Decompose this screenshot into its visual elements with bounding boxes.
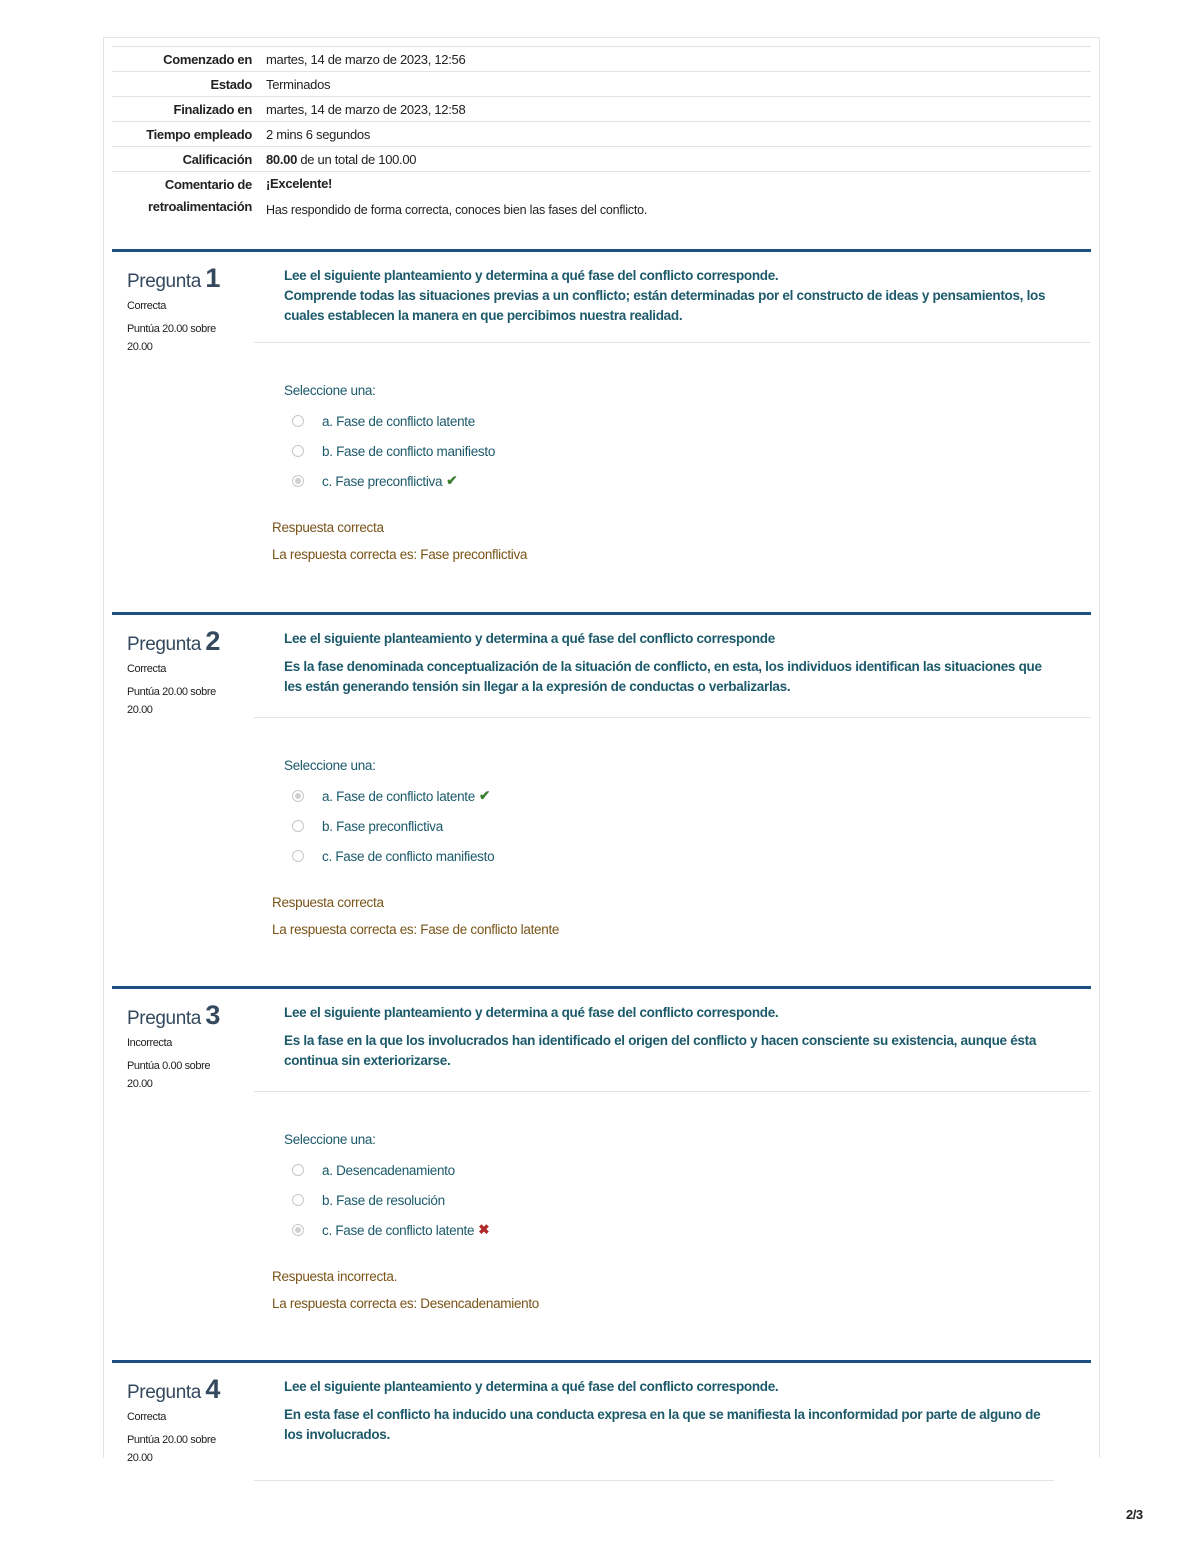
question-state: Correcta xyxy=(127,1411,166,1423)
question-content xyxy=(254,986,1091,1311)
question-state: Correcta xyxy=(127,300,166,312)
correct-answer-text: La respuesta correcta es: Fase preconflictiva xyxy=(272,547,528,562)
question-statement: Es la fase denominada conceptualización de la situación de conflicto, en esta, los individuos identifican las situaciones que les están generando tensión sin llegar a la expresión de conductas o verbalizarlas. xyxy=(284,659,1042,694)
feedback-label xyxy=(112,172,266,242)
option-label: b. Fase preconflictiva xyxy=(322,818,443,834)
select-one-label: Seleccione una: xyxy=(284,758,376,773)
question-number: 1 xyxy=(205,263,221,293)
feedback-label-line-1: Comentario de xyxy=(164,177,252,192)
summary-row-feedback xyxy=(112,171,1091,242)
result-text: Respuesta correcta xyxy=(272,520,384,535)
question-info xyxy=(127,626,247,719)
question-grade: Puntúa 20.00 sobre 20.00 xyxy=(127,686,216,716)
option-label: a. Fase de conflicto latente xyxy=(322,413,475,429)
answer-option-a[interactable] xyxy=(284,781,1091,811)
option-label: a. Fase de conflicto latente xyxy=(322,788,475,804)
question-statement: Comprende todas las situaciones previas a un conflicto; están determinadas por el constructo de ideas y pensamientos, los cuales establecen la manera en que percibimos nuestra realidad. xyxy=(284,288,1046,323)
attempt-summary-table xyxy=(112,46,1091,242)
started-value: martes, 14 de marzo de 2023, 12:56 xyxy=(266,52,466,67)
answer-block xyxy=(254,718,1091,871)
summary-row-time xyxy=(112,121,1091,146)
time-label: Tiempo empleado xyxy=(146,127,252,142)
question-text xyxy=(254,1360,1091,1453)
question-number: 2 xyxy=(205,626,221,656)
answer-option-b[interactable] xyxy=(284,1185,1091,1215)
radio-button-selected[interactable] xyxy=(292,475,304,487)
feedback-title: ¡Excelente! xyxy=(266,176,333,191)
check-icon: ✔ xyxy=(446,473,458,488)
question-info xyxy=(127,263,247,356)
summary-row-started xyxy=(112,46,1091,71)
question-4 xyxy=(112,1360,1091,1464)
question-heading: Pregunta xyxy=(127,634,201,655)
question-feedback xyxy=(272,895,1091,937)
question-text xyxy=(254,612,1091,718)
question-info xyxy=(127,1374,247,1467)
started-label: Comenzado en xyxy=(163,52,252,67)
question-statement: En esta fase el conflicto ha inducido una conducta expresa en la que se manifiesta la inconformidad por parte de alguno de los involucrados. xyxy=(284,1407,1041,1442)
radio-button[interactable] xyxy=(292,820,304,832)
feedback-value xyxy=(266,172,1091,242)
finished-label: Finalizado en xyxy=(173,102,252,117)
question-text xyxy=(254,986,1091,1092)
answer-option-c[interactable] xyxy=(284,466,1091,496)
question-grade: Puntúa 0.00 sobre 20.00 xyxy=(127,1060,211,1090)
summary-row-grade xyxy=(112,146,1091,171)
question-heading: Pregunta xyxy=(127,1008,201,1029)
summary-row-state xyxy=(112,71,1091,96)
page-number: 2/3 xyxy=(1126,1507,1143,1522)
question-prompt: Lee el siguiente planteamiento y determina a qué fase del conflicto corresponde. xyxy=(284,1379,779,1394)
answer-block xyxy=(254,1092,1091,1245)
radio-button-selected[interactable] xyxy=(292,790,304,802)
radio-button[interactable] xyxy=(292,445,304,457)
question-state: Incorrecta xyxy=(127,1037,172,1049)
answer-option-c[interactable] xyxy=(284,841,1091,871)
option-label: b. Fase de resolución xyxy=(322,1192,445,1208)
grade-total: de un total de 100.00 xyxy=(297,152,417,167)
question-1 xyxy=(112,249,1091,611)
question-content xyxy=(254,249,1091,562)
result-text: Respuesta incorrecta. xyxy=(272,1269,398,1284)
question-feedback xyxy=(272,1269,1091,1311)
correct-answer-text: La respuesta correcta es: Desencadenamiento xyxy=(272,1296,540,1311)
answer-option-a[interactable] xyxy=(284,406,1091,436)
option-label: b. Fase de conflicto manifiesto xyxy=(322,443,496,459)
grade-value xyxy=(266,147,1091,171)
answer-option-b[interactable] xyxy=(284,811,1091,841)
time-value: 2 mins 6 segundos xyxy=(266,127,371,142)
state-label: Estado xyxy=(210,77,252,92)
result-text: Respuesta correcta xyxy=(272,895,384,910)
radio-button[interactable] xyxy=(292,850,304,862)
question-grade: Puntúa 20.00 sobre 20.00 xyxy=(127,323,216,353)
question-feedback xyxy=(272,520,1091,562)
radio-button[interactable] xyxy=(292,415,304,427)
correct-answer-text: La respuesta correcta es: Fase de conflicto latente xyxy=(272,922,560,937)
question-prompt: Lee el siguiente planteamiento y determina a qué fase del conflicto corresponde. xyxy=(284,1005,779,1020)
check-icon: ✔ xyxy=(478,788,490,803)
option-label: a. Desencadenamiento xyxy=(322,1162,455,1178)
radio-button-selected[interactable] xyxy=(292,1224,304,1236)
question-content xyxy=(254,612,1091,937)
radio-button[interactable] xyxy=(292,1164,304,1176)
question-2 xyxy=(112,612,1091,984)
question-text xyxy=(254,249,1091,343)
question-3 xyxy=(112,986,1091,1358)
finished-value: martes, 14 de marzo de 2023, 12:58 xyxy=(266,102,466,117)
option-label: c. Fase de conflicto latente xyxy=(322,1222,475,1238)
question-number: 3 xyxy=(205,1000,221,1030)
select-one-label: Seleccione una: xyxy=(284,383,376,398)
question-number: 4 xyxy=(205,1374,221,1404)
question-heading: Pregunta xyxy=(127,271,201,292)
option-label: c. Fase preconflictiva xyxy=(322,473,443,489)
answer-option-b[interactable] xyxy=(284,436,1091,466)
question-content xyxy=(254,1360,1091,1453)
question-grade: Puntúa 20.00 sobre 20.00 xyxy=(127,1434,216,1464)
question-state: Correcta xyxy=(127,663,166,675)
question-statement: Es la fase en la que los involucrados han identificado el origen del conflicto y hacen consciente su existencia, aunque ésta continua sin exteriorizarse. xyxy=(284,1033,1037,1068)
feedback-label-line-2: retroalimentación xyxy=(148,199,252,214)
answer-option-a[interactable] xyxy=(284,1155,1091,1185)
summary-row-finished xyxy=(112,96,1091,121)
answer-block xyxy=(254,343,1091,496)
radio-button[interactable] xyxy=(292,1194,304,1206)
select-one-label: Seleccione una: xyxy=(284,1132,376,1147)
state-value: Terminados xyxy=(266,77,331,92)
feedback-text: Has respondido de forma correcta, conoces bien las fases del conflicto. xyxy=(266,203,648,217)
bottom-divider xyxy=(254,1480,1054,1481)
grade-score: 80.00 xyxy=(266,152,298,167)
option-label: c. Fase de conflicto manifiesto xyxy=(322,848,495,864)
question-prompt: Lee el siguiente planteamiento y determina a qué fase del conflicto corresponde. xyxy=(284,268,779,283)
question-info xyxy=(127,1000,247,1093)
cross-icon: ✖ xyxy=(478,1222,490,1237)
question-prompt: Lee el siguiente planteamiento y determina a qué fase del conflicto corresponde xyxy=(284,631,775,646)
question-heading: Pregunta xyxy=(127,1382,201,1403)
grade-label: Calificación xyxy=(182,152,252,167)
answer-option-c[interactable] xyxy=(284,1215,1091,1245)
